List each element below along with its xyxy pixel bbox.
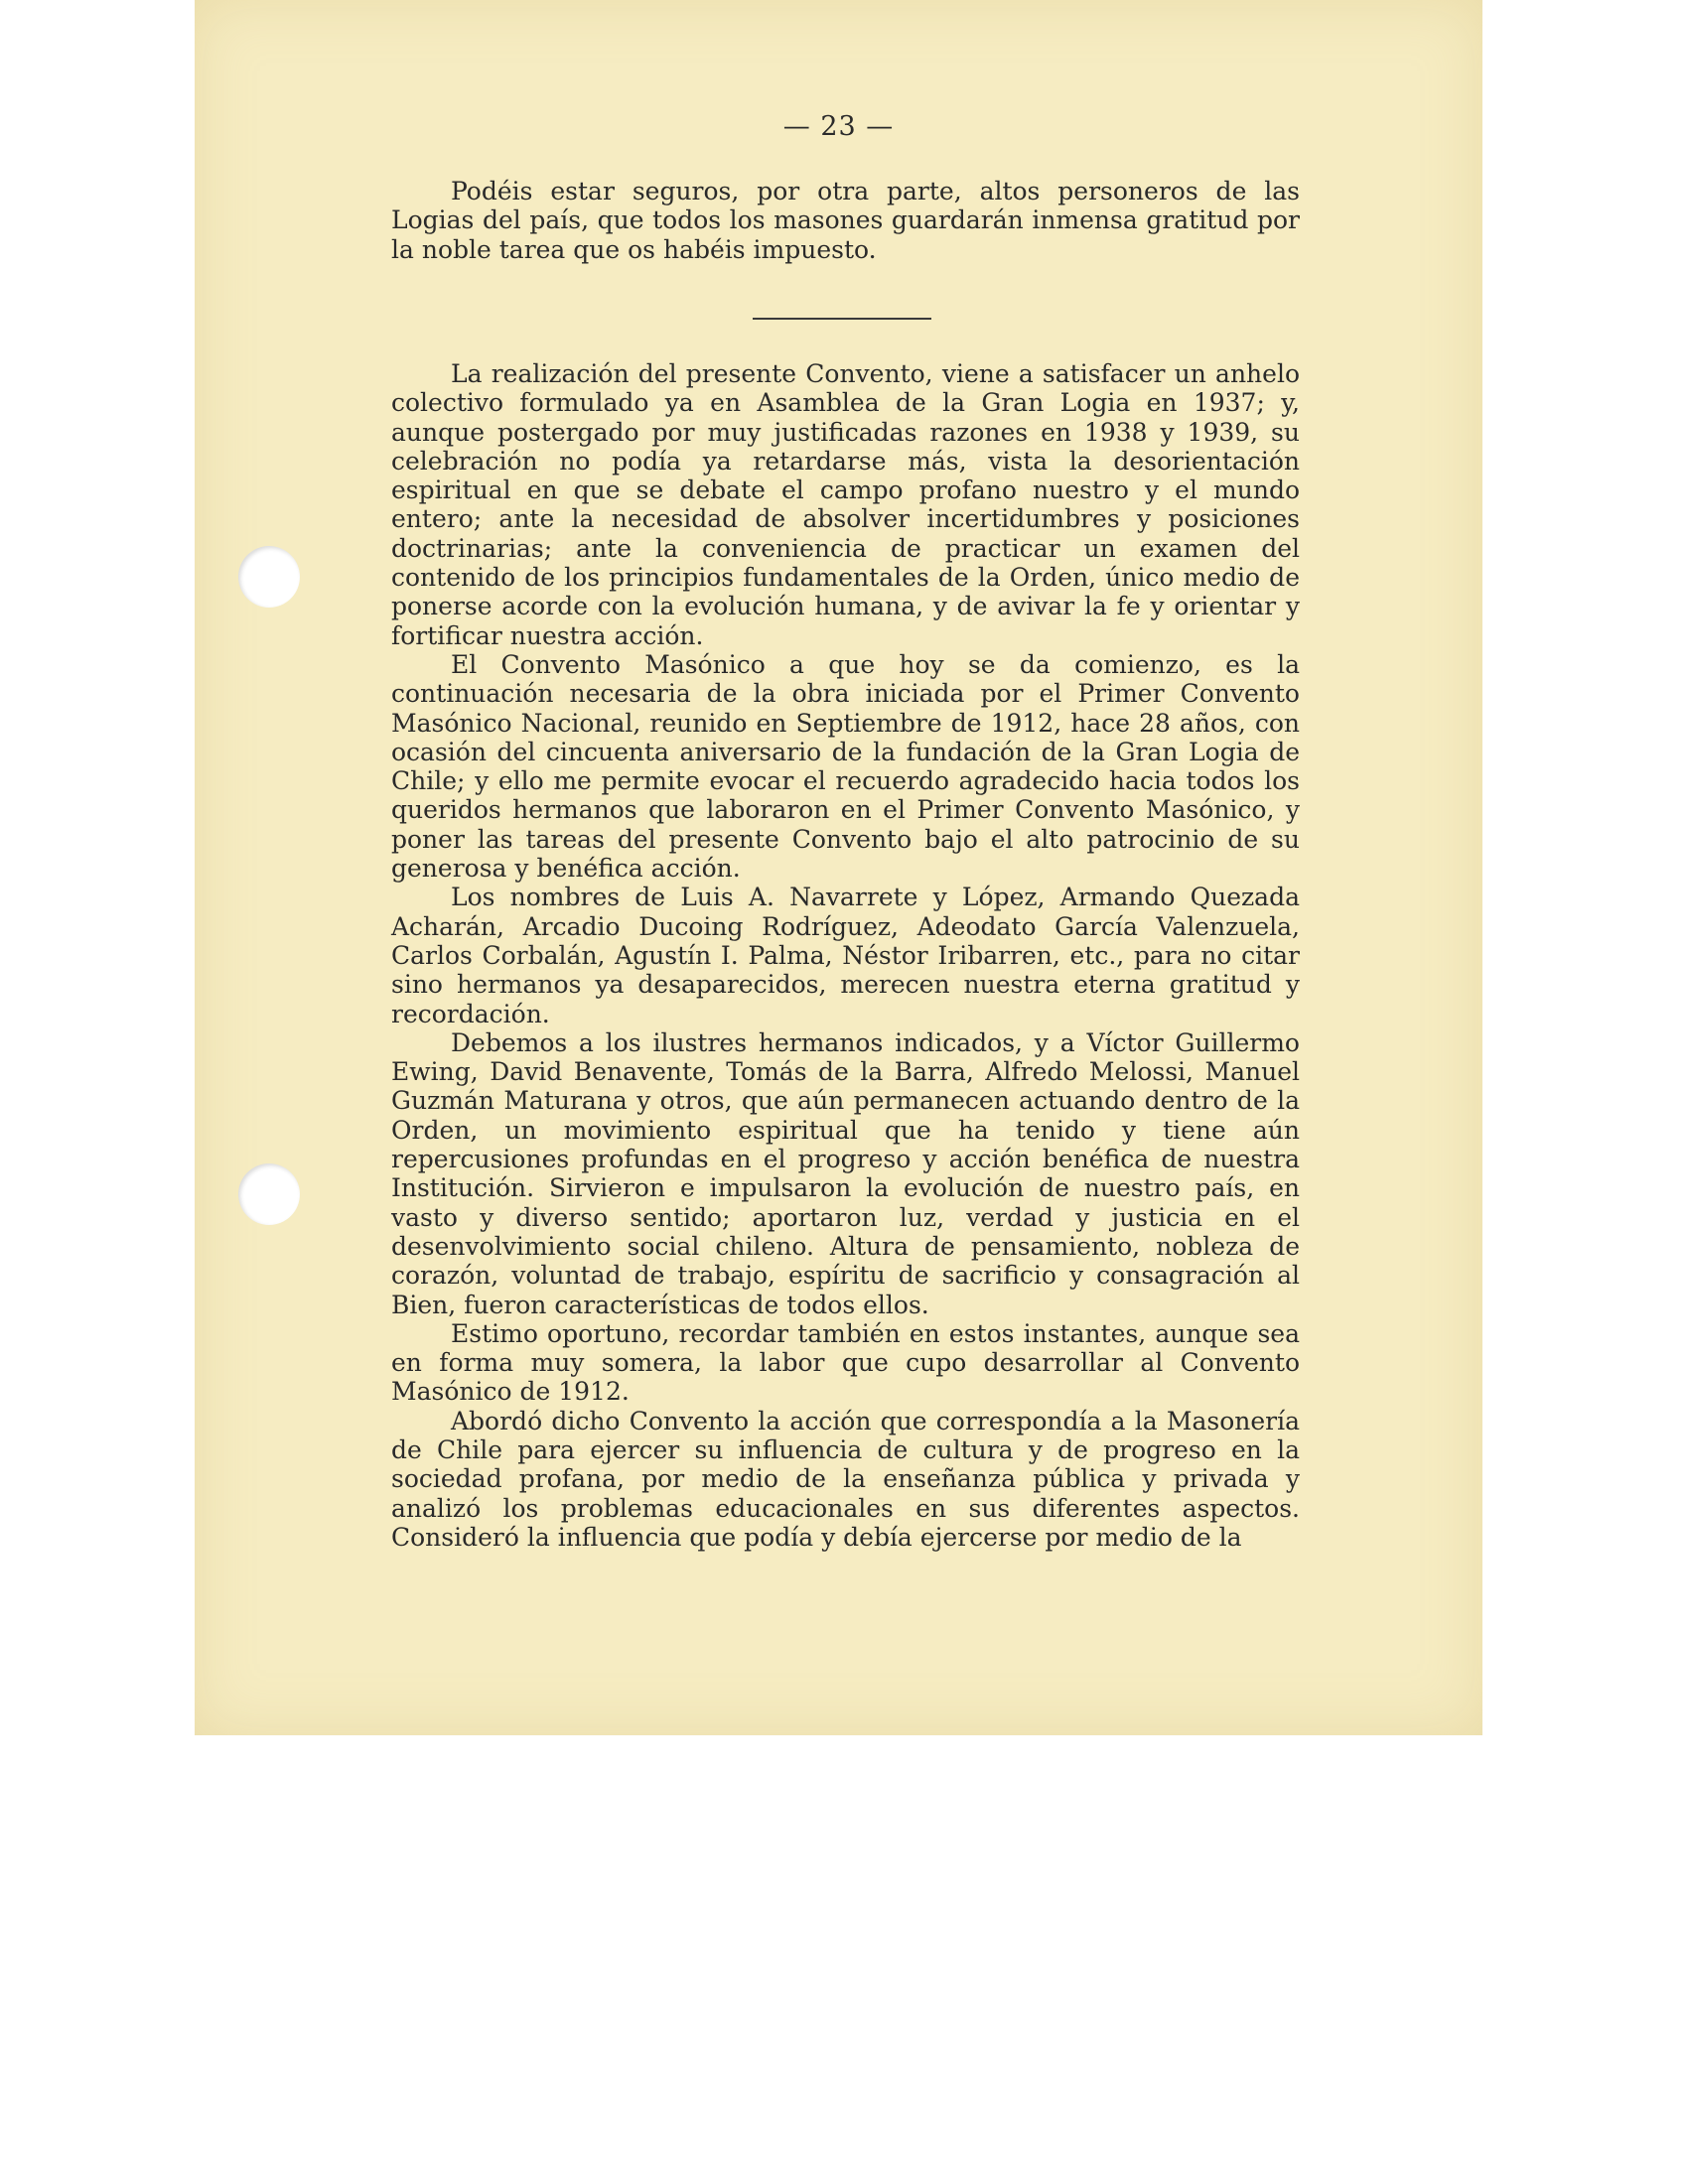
punch-hole-bottom <box>238 1163 300 1225</box>
opening-text: Podéis estar seguros, por otra parte, altos personeros de las Logias del país, que todos los masones guardarán inmensa gratitud por la noble tarea que os habéis impuesto. <box>391 177 1300 264</box>
paragraph: Abordó dicho Convento la acción que correspondía a la Masonería de Chile para ejercer su influencia de cultura y de progreso en la sociedad profana, por medio de la enseñanza pública y privada y analizó los problemas educacionales en sus diferentes aspectos. Consideró la influencia que podía y debía ejercerse por medio de la <box>391 1406 1300 1552</box>
scanned-page <box>195 0 1482 1735</box>
section-divider <box>753 318 931 320</box>
body-text <box>391 359 1300 1552</box>
paragraph: La realización del presente Convento, viene a satisfacer un anhelo colectivo formulado ya en Asamblea de la Gran Logia en 1937; y, aunque postergado por muy justificadas razones en 1938 y 1939, su celebración no podía ya retardarse más, vista la desorientación espiritual en que se debate el campo profano nuestro y el mundo entero; ante la necesidad de absolver incertidumbres y posiciones doctrinarias; ante la conveniencia de practicar un examen del contenido de los principios fundamentales de la Orden, único medio de ponerse acorde con la evolución humana, y de avivar la fe y orientar y fortificar nuestra acción. <box>391 359 1300 650</box>
paragraph: Debemos a los ilustres hermanos indicados, y a Víctor Guillermo Ewing, David Benavente, Tomás de la Barra, Alfredo Melossi, Manuel Guzmán Maturana y otros, que aún permanecen actuando dentro de la Orden, un movimiento espiritual que ha tenido y tiene aún repercusiones profundas en el progreso y acción benéfica de nuestra Institución. Sirvieron e impulsaron la evolución de nuestro país, en vasto y diverso sentido; aportaron luz, verdad y justicia en el desenvolvimiento social chileno. Altura de pensamiento, nobleza de corazón, voluntad de trabajo, espíritu de sacrificio y consagración al Bien, fueron características de todos ellos. <box>391 1027 1300 1319</box>
paragraph: Los nombres de Luis A. Navarrete y López, Armando Quezada Acharán, Arcadio Ducoing Rodríguez, Adeodato García Valenzuela, Carlos Corbalán, Agustín I. Palma, Néstor Iribarren, etc., para no citar sino hermanos ya desaparecidos, merecen nuestra eterna gratitud y recordación. <box>391 883 1300 1028</box>
opening-paragraph <box>391 177 1300 264</box>
paragraph: El Convento Masónico a que hoy se da comienzo, es la continuación necesaria de la obra iniciada por el Primer Convento Masónico Nacional, reunido en Septiembre de 1912, hace 28 años, con ocasión del cincuenta aniversario de la fundación de la Gran Logia de Chile; y ello me permite evocar el recuerdo agradecido hacia todos los queridos hermanos que laboraron en el Primer Convento Masónico, y poner las tareas del presente Convento bajo el alto patrocinio de su generosa y benéfica acción. <box>391 649 1300 884</box>
paragraph: Estimo oportuno, recordar también en estos instantes, aunque sea en forma muy somera, la labor que cupo desarrollar al Convento Masónico de 1912. <box>391 1318 1300 1407</box>
page-number: — 23 — <box>782 111 895 142</box>
punch-hole-top <box>238 546 300 608</box>
